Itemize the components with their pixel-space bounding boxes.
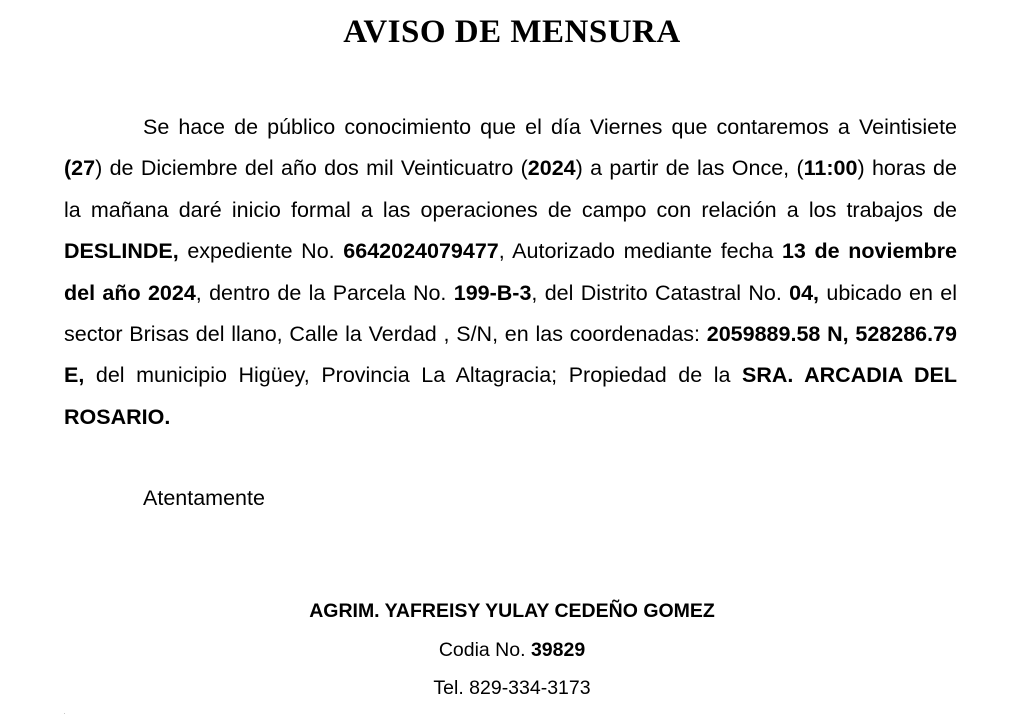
signatory-name: AGRIM. YAFREISY YULAY CEDEÑO GOMEZ: [309, 600, 715, 622]
notice-paragraph: [64, 107, 957, 438]
codia-number: 39829: [530, 639, 586, 661]
paragraph-text: Se hace de público conocimiento que el día Viernes que contaremos a Veintisiete: [143, 115, 957, 139]
paragraph-text: ) de Diciembre del año dos mil Veinticuatro (: [95, 156, 528, 181]
paragraph-text: , dentro de la Parcela No.: [195, 280, 454, 305]
closing-salutation: Atentamente: [143, 486, 265, 510]
paragraph-text: ) horas de la mañana daré inicio formal a las operaciones de campo con relación a los trabajos de: [64, 156, 957, 222]
year-number: 2024: [527, 156, 576, 181]
scan-speck: [64, 713, 65, 714]
file-number: 6642024079477: [343, 239, 499, 264]
codia-line: [0, 639, 1024, 662]
paragraph-text: , Autorizado mediante fecha: [498, 239, 782, 264]
paragraph-text: expediente No.: [178, 239, 344, 264]
district-number: 04,: [789, 280, 820, 305]
start-time: 11:00: [803, 156, 858, 181]
paragraph-text: ubicado en el sector Brisas del llano, Calle la Verdad , S/N, en las coordenadas:: [64, 280, 957, 347]
codia-label: Codia No.: [438, 639, 531, 661]
paragraph-text: del municipio Higüey, Provincia La Altagracia; Propiedad de la: [84, 363, 742, 388]
paragraph-text: , del Distrito Catastral No.: [531, 280, 790, 305]
phone-number: Tel. 829-334-3173: [433, 677, 591, 699]
day-number: (27: [64, 156, 96, 181]
coordinates: 2059889.58 N, 528286.79 E,: [64, 322, 957, 388]
parcel-number: 199-B-3: [453, 280, 532, 305]
document-title: AVISO DE MENSURA: [343, 14, 681, 50]
authorization-date: 13 de noviembre del año 2024: [64, 239, 957, 305]
owner-name: SRA. ARCADIA DEL ROSARIO.: [64, 363, 957, 429]
paragraph-text: ) a partir de las Once, (: [575, 156, 804, 181]
work-type: DESLINDE,: [64, 239, 179, 264]
